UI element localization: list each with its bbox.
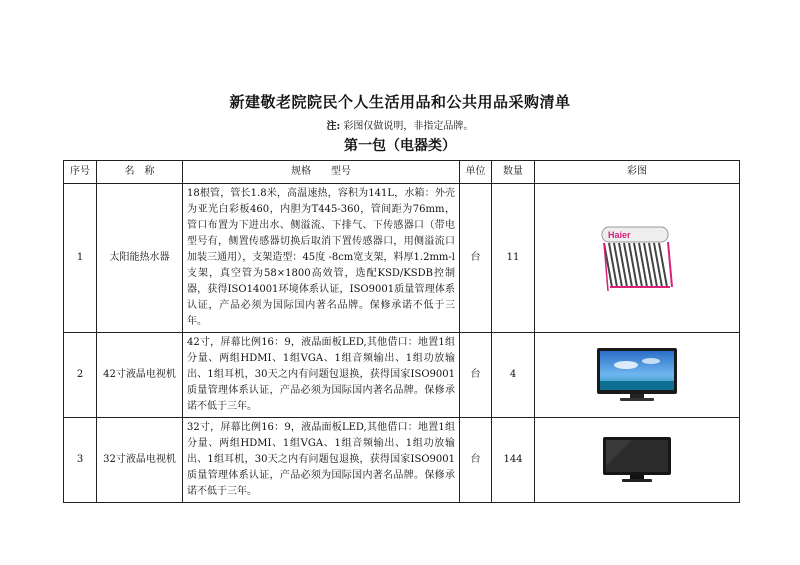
header-qty: 数量 [492, 161, 535, 184]
row-spec: 32寸，屏幕比例16：9，液晶面板LED,其他借口：地置1组分量、两组HDMI、1组VGA、1组音频输出、1组功放输出、1组耳机，30天之内有问题包退换，获得国家ISO9001质量管理体系认证，产品必须为国际国内著名品牌。保修承诺不低于三年。 [183, 418, 460, 503]
procurement-table [63, 160, 740, 503]
header-no: 序号 [64, 161, 97, 184]
note [0, 117, 800, 132]
row-qty: 4 [492, 333, 535, 418]
note-label: 注: [326, 121, 341, 132]
row-qty: 11 [492, 184, 535, 333]
note-text: 彩图仅做说明，非指定品牌。 [343, 121, 474, 132]
row-no: 1 [64, 184, 97, 333]
row-no: 3 [64, 418, 97, 503]
document-title: 新建敬老院院民个人生活用品和公共用品采购清单 [229, 93, 571, 111]
header-spec: 规格 型号 [183, 161, 460, 184]
row-unit: 台 [460, 184, 492, 333]
table-row [64, 418, 740, 503]
solar-water-heater-icon [594, 221, 680, 295]
row-image [535, 184, 740, 333]
row-name: 42寸液晶电视机 [97, 333, 183, 418]
table-row [64, 184, 740, 333]
header-image: 彩图 [535, 161, 740, 184]
header-unit: 单位 [460, 161, 492, 184]
section-heading: 第一包（电器类） [344, 138, 456, 154]
row-image [535, 333, 740, 418]
header-name: 名 称 [97, 161, 183, 184]
table-header-row [64, 161, 740, 184]
lcd-tv-icon [596, 347, 678, 403]
brand-label: Haier [608, 230, 631, 240]
row-qty: 144 [492, 418, 535, 503]
table-row [64, 333, 740, 418]
row-unit: 台 [460, 333, 492, 418]
row-no: 2 [64, 333, 97, 418]
row-image [535, 418, 740, 503]
row-spec: 42寸，屏幕比例16：9，液晶面板LED,其他借口：地置1组分量、两组HDMI、1组VGA、1组音频输出、1组功放输出、1组耳机，30天之内有问题包退换，获得国家ISO9001质量管理体系认证，产品必须为国际国内著名品牌。保修承诺不低于三年。 [183, 333, 460, 418]
row-name: 太阳能热水器 [97, 184, 183, 333]
row-spec: 18根管，管长1.8米，高温速热，容积为141L，水箱：外壳为亚光白彩板460，内胆为T445-360，管间距为76mm，管口布置为下进出水、侧溢流、下排气、下传感器口（带电型号有，侧置传感器切换后取消下置传感器口，用侧溢流口加装三通用），支架造型：45度 -8cm宽支架，料厚1.2mm-l支架，真空管为58×1800高效管，选配KSD/KSDB控制器，获得ISO14001环境体系认证，ISO9001质量管理体系认证，产品必须为国际国内著名品牌。保修承诺不低于三年。 [183, 184, 460, 333]
row-name: 32寸液晶电视机 [97, 418, 183, 503]
row-unit: 台 [460, 418, 492, 503]
lcd-tv-black-icon [602, 436, 672, 484]
